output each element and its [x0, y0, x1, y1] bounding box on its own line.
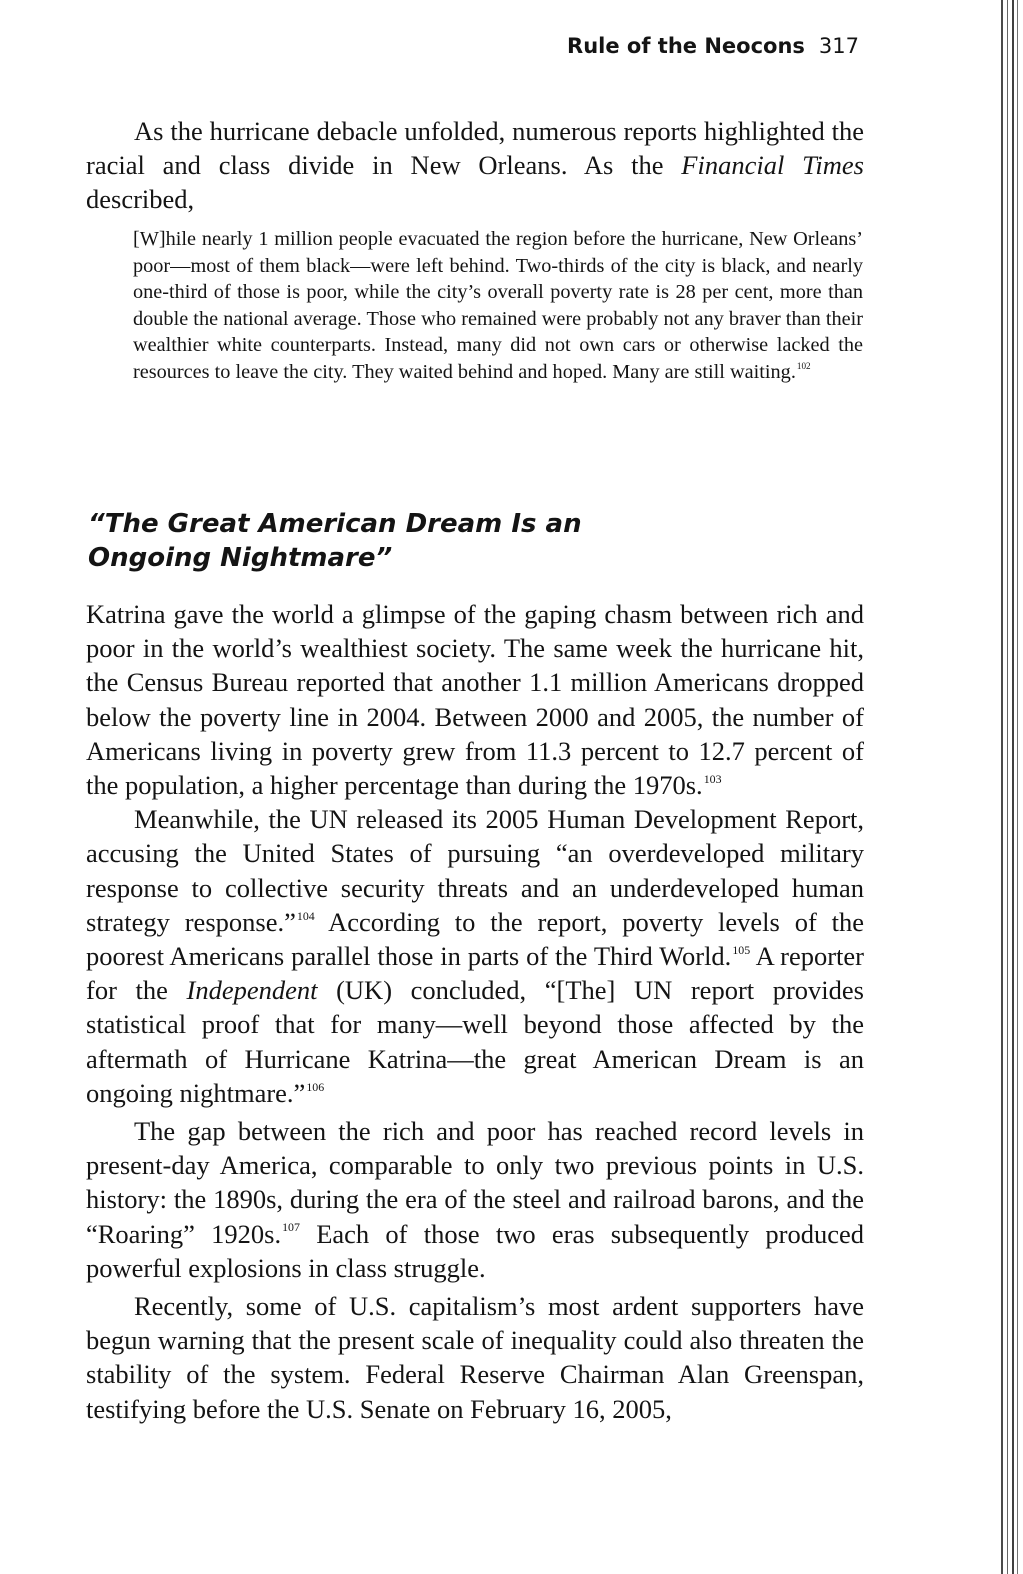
paragraph-2-text-a: Meanwhile, the UN released its 2005 Human Development Report, accusing the United States of pursuing “an overdeveloped military response to collective security threats and an underdeveloped human strategy response.”: [86, 804, 864, 937]
scanned-page-edge: [995, 0, 1023, 1574]
section-heading: “The Great American Dream Is an Ongoing Nightmare”: [88, 509, 582, 573]
body-text: [86, 597, 864, 1426]
intro-text-end: described,: [86, 184, 195, 215]
footnote-marker: 105: [732, 942, 751, 957]
page-number: 317: [818, 34, 859, 58]
block-quote-text: [W]hile nearly 1 million people evacuated the region before the hurricane, New Orleans’ poor—most of them black—were left behind. Two-thirds of the city is black, and nearly one-third of those is poor, while the city’s overall poverty rate is 28 per cent, more than double the national average. Those who remained were probably not any braver than their wealthier white counterparts. Instead, many did not own cars or otherwise lacked the resources to leave the city. They waited behind and hoped. Many are still waiting.: [133, 228, 863, 383]
paragraph-4: [86, 1289, 864, 1426]
block-quote: [133, 226, 863, 386]
intro-publication-italic: Financial Times: [681, 150, 864, 181]
footnote-marker: 107: [282, 1220, 300, 1235]
paragraph-2: [86, 802, 864, 1110]
publication-italic: Independent: [186, 975, 318, 1006]
paragraph-3-text-b: Each of those two eras subsequently produced powerful explosions in class struggle.: [86, 1218, 865, 1283]
intro-text: As the hurricane debacle unfolded, numerous reports highlighted the racial and class divide in New Orleans. As the: [86, 116, 864, 181]
footnote-marker: 106: [306, 1079, 325, 1094]
paragraph-1: [86, 597, 864, 802]
paragraph-3: [86, 1114, 864, 1285]
running-head: [567, 34, 859, 58]
paragraph-2-text-c: A reporter for the: [86, 941, 864, 1006]
paragraph-1-text: Katrina gave the world a glimpse of the gaping chasm between rich and poor in the world’s wealthiest society. The same week the hurricane hit, the Census Bureau reported that another 1.1 million Americans dropped below the poverty line in 2004. Between 2000 and 2005, the number of Americans living in poverty grew from 11.3 percent to 12.7 percent of the population, a higher percentage than during the 1970s.: [86, 599, 864, 801]
footnote-marker: 104: [296, 908, 315, 923]
footnote-marker: 102: [796, 361, 811, 372]
footnote-marker: 103: [703, 771, 722, 786]
paragraph-2-text-d: (UK) concluded, “[The] UN report provides statistical proof that for many—well beyond those affected by the aftermath of Hurricane Katrina—the great American Dream is an ongoing nightmare.”: [86, 975, 864, 1108]
running-head-title: Rule of the Neocons: [567, 34, 805, 58]
paragraph-2-text-b: According to the report, poverty levels of the poorest Americans parallel those in parts of the Third World.: [86, 906, 865, 972]
intro-paragraph: [86, 114, 864, 217]
paragraph-3-text-a: The gap between the rich and poor has reached record levels in present-day America, comparable to only two previous points in U.S. history: the 1890s, during the era of the steel and railroad barons, and the “Roaring” 1920s.: [86, 1116, 864, 1249]
paragraph-4-text: Recently, some of U.S. capitalism’s most ardent supporters have begun warning that the present scale of inequality could also threaten the stability of the system. Federal Reserve Chairman Alan Greenspan, testifying before the U.S. Senate on February 16, 2005,: [86, 1291, 864, 1424]
